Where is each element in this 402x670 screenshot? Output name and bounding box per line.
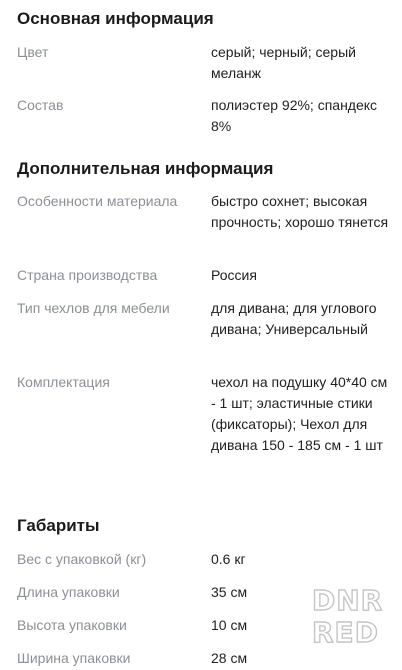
watermark-line: DNR: [312, 584, 384, 617]
section-title-dimensions: Габариты: [17, 516, 100, 535]
watermark-logo: [312, 586, 390, 652]
spec-label: Страна производства: [17, 267, 158, 283]
spec-label: Ширина упаковки: [17, 650, 131, 666]
section-title-main-info: Основная информация: [17, 9, 214, 28]
spec-value: 10 см: [211, 617, 248, 633]
spec-value: Россия: [211, 267, 257, 283]
spec-label: Высота упаковки: [17, 617, 127, 633]
spec-label: Особенности материала: [17, 193, 178, 209]
spec-value: быстро сохнет; высокая прочность; хорошо тянется: [211, 193, 389, 230]
section-title-additional-info: Дополнительная информация: [17, 159, 274, 178]
spec-value: для дивана; для углового дивана; Универсальный: [211, 300, 377, 337]
spec-value: чехол на подушку 40*40 см - 1 шт; эластичные стики (фиксаторы); Чехол для дивана 150 - 185 см - 1 шт: [211, 374, 388, 453]
spec-label: Цвет: [17, 44, 49, 60]
spec-value: 0.6 кг: [211, 551, 246, 567]
spec-label: Длина упаковки: [17, 584, 120, 600]
watermark-line: RED: [312, 616, 379, 649]
spec-value: серый; черный; серый меланж: [211, 44, 356, 81]
spec-label: Тип чехлов для мебели: [17, 300, 170, 316]
spec-label: Комплектация: [17, 374, 110, 390]
spec-value: полиэстер 92%; спандекс 8%: [211, 97, 378, 134]
spec-value: 28 см: [211, 650, 248, 666]
spec-label: Вес с упаковкой (кг): [17, 551, 147, 567]
spec-label: Состав: [17, 97, 64, 113]
spec-value: 35 см: [211, 584, 248, 600]
